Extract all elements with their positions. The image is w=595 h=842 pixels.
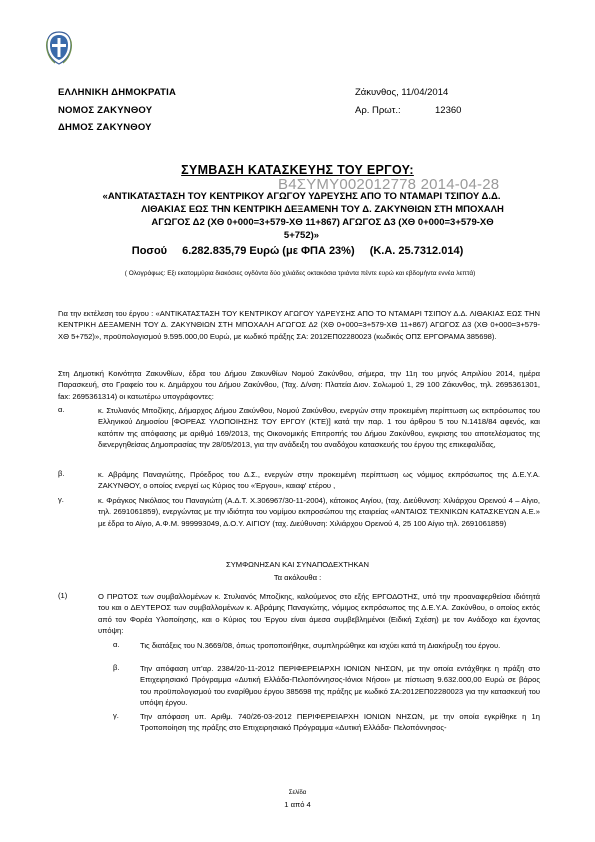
clause-sub-label: α. bbox=[113, 640, 120, 649]
party-text: κ. Φράγκος Νικόλαος του Παναγιώτη (Α.Δ.Τ. Χ.306967/30-11-2004), κάτοικος Αιγίου, (ταχ. Διεύθυνση: Χιλιάρχου Ορεινού 4 – Αίγιο, τηλ. 2691061859), ενεργώντας με την ιδιότητα του νομίμου εκπροσώπου της εταιρείας «ΑΝΤΑΙΟΣ ΤΕΧΝΙΚΩΝ ΚΑΤΑΣΚΕΥΩΝ Α.Ε.» με έδρα το Αίγιο, Α.Φ.Μ. 999993049, Δ.Ο.Υ. ΑΙΓΙΟΥ (ταχ. Διεύθυνση: Χιλιάρχου Ορεινού 4, 25 100 Αίγιο τηλ. 2691061859) bbox=[98, 496, 540, 528]
following-heading: Τα ακόλουθα : bbox=[273, 573, 322, 582]
date-protocol-block bbox=[355, 84, 462, 119]
issuer-line: ΕΛΛΗΝΙΚΗ ΔΗΜΟΚΡΑΤΙΑ bbox=[58, 87, 177, 98]
clause-sub-label: β. bbox=[113, 663, 120, 672]
clause-text: Ο ΠΡΩΤΟΣ των συμβαλλομένων κ. Στυλιανός Μποζίκης, καλούμενος στο εξής ΕΡΓΟΔΟΤΗΣ, υπό την προαναφερθείσα ιδιότητά του και ο ΔΕΥΤΕΡΟΣ των συμβαλλομένων κ. Αβράμης Παναγιώτης, νόμιμος εκπρόσωπος της Δ.Ε.Υ.Α. Ζακύνθου, ο οποίος εκτός από τον Φορέα Υλοποίησης, και ο Κύριος του Έργου είναι άμεσα συμβεβλημένοι (Ειδική Σχέση) με τον Ανάδοχο και έχοντας υπόψη: bbox=[98, 592, 540, 635]
party-label: β. bbox=[58, 469, 65, 478]
clause-sub-label: γ. bbox=[113, 711, 119, 720]
issuer-line: ΝΟΜΟΣ ΖΑΚΥΝΘΟΥ bbox=[58, 104, 153, 116]
party-text: κ. Αβράμης Παναγιώτης, Πρόεδρος του Δ.Σ., ενεργών στην προκειμένη περίπτωση ως νόμιμος εκπρόσωπος της Δ.Ε.Υ.Α. ΖΑΚΥΝΘΟΥ, ο οποίος ενεργεί ως Κύριος του «Έργου», καιαφ' ετέρου , bbox=[98, 470, 540, 491]
contract-amount bbox=[0, 245, 595, 257]
document-title: ΣΥΜΒΑΣΗ ΚΑΤΑΣΚΕΥΗΣ ΤΟΥ ΕΡΓΟΥ: bbox=[181, 163, 414, 177]
agreed-heading: ΣΥΜΦΩΝΗΣΑΝ ΚΑΙ ΣΥΝΑΠΟΔΕΧΤΗΚΑΝ bbox=[226, 560, 369, 569]
party-text: κ. Στυλιανός Μποζίκης, Δήμαρχος Δήμου Ζακύνθου, Νομού Ζακύνθου, ενεργών στην προκειμένη περίπτωση ως εκπρόσωπος του Ελληνικού Δημοσίου [ΦΟΡΕΑΣ ΥΛΟΠΟΙΗΣΗΣ ΤΟΥ ΕΡΓΟΥ (ΚΤΕ)] κατά την παρ. 1 του άρθρου 5 του Ν.1418/84 αφενός, και κατόπιν της απόφασης με αριθμό 169/2013, της Οικονομικής Επιτροπής του Δήμου Ζακύνθου, εγκρισης του αποτελέσματος της διενεργηθείσας Δημοπρασίας την 28/05/2013, για την ανάδειξη του αναδόχου κατασκευής του έργου της επικεφαλίδας, bbox=[98, 406, 540, 449]
page-number: 1 από 4 bbox=[284, 800, 311, 809]
amount-value: 6.282.835,79 Ευρώ (με ΦΠΑ 23%) bbox=[182, 245, 355, 257]
clause-sub-text: Την απόφαση υπ'αρ. 2384/20-11-2012 ΠΕΡΙΦΕΡΕΙΑΡΧΗ ΙΟΝΙΩΝ ΝΗΣΩΝ, με την οποία εντάχθηκε η πράξη στο Επιχειρησιακό Πρόγραμμα «Δυτική Ελλάδα-Πελοπόννησος-Ιόνιοι Νήσοι» με πίστωση 9.632.000,00 Ευρώ σε βάρος του προϋπολογισμού του εναρίθμου έργου 385698 της πράξης με κωδικό ΣΑ:2012ΕΠ02280023 για την κατασκευή του υπόψη έργου. bbox=[140, 664, 540, 707]
meeting-paragraph: Στη Δημοτική Κοινότητα Ζακυνθίων, έδρα του Δήμου Ζακυνθίων Νομού Ζακύνθου, σήμερα, την 11η του μηνός Απριλίου 2014, ημέρα Παρασκευή, στο Γραφείο του κ. Δημάρχου του Δήμου Ζακύνθου, (Ταχ. Δ/νση: Πλατεία Διον. Σολωμού 1, 29 100 Ζάκυνθος, τηλ. 2695361301, fax: 2695361314) οι κατωτέρω υπογράφοντες: bbox=[58, 369, 540, 401]
party-label: α. bbox=[58, 405, 65, 414]
footer-label: Σελίδα bbox=[288, 790, 307, 796]
protocol-number: 12360 bbox=[435, 104, 462, 116]
clause-sub-text: Την απόφαση υπ. Αριθμ. 740/26-03-2012 ΠΕΡΙΦΕΡΕΙΑΡΧΗ ΙΟΝΙΩΝ ΝΗΣΩΝ, με την οποία εγκρίθηκε η 1η Τροποποίηση της πράξης στο Επιχειρησιακό Πρόγραμμα «Δυτική Ελλάδα- Πελοπόννησος- bbox=[140, 712, 540, 733]
ada-watermark: Β4ΣΥΜΥ002012778 2014-04-28 bbox=[278, 176, 500, 193]
project-subject bbox=[64, 190, 539, 242]
subject-line: ΛΙΘΑΚΙΑΣ ΕΩΣ ΤΗΝ ΚΕΝΤΡΙΚΗ ΔΕΞΑΜΕΝΗ ΤΟΥ Δ. ΖΑΚΥΝΘΙΩΝ ΣΤΗ ΜΠΟΧΑΛΗ bbox=[141, 204, 504, 215]
amount-label: Ποσού bbox=[131, 245, 168, 257]
protocol-row bbox=[355, 102, 462, 120]
issuer-line: ΔΗΜΟΣ ΖΑΚΥΝΘΟΥ bbox=[58, 122, 152, 133]
protocol-label: Αρ. Πρωτ.: bbox=[355, 104, 401, 116]
amount-in-words: ( Ολογράφως: Εξι εκατομμύρια διακόσιες ογδόντα δύο χιλιάδες οκτακόσια τριάντα πέντε ευρώ και εβδομήντα εννέα λεπτά) bbox=[124, 270, 476, 277]
subject-line: «ΑΝΤΙΚΑΤΑΣΤΑΣΗ ΤΟΥ ΚΕΝΤΡΙΚΟΥ ΑΓΩΓΟΥ ΥΔΡΕΥΣΗΣ ΑΠΟ ΤΟ ΝΤΑΜΑΡΙ ΤΣΙΠΟΥ Δ.Δ. bbox=[102, 191, 501, 202]
clause-sub-text: Τις διατάξεις του Ν.3669/08, όπως τροποποιήθηκε, συμπληρώθηκε και ισχύει κατά τη Διακήρυξη του έργου. bbox=[140, 641, 501, 650]
place-date: Ζάκυνθος, 11/04/2014 bbox=[355, 87, 449, 98]
issuer-block bbox=[58, 84, 176, 137]
clause-label: (1) bbox=[58, 591, 68, 600]
greek-crest-icon bbox=[45, 29, 73, 66]
subject-line: 5+752)» bbox=[283, 230, 320, 241]
intro-paragraph: Για την εκτέλεση του έργου : «ΑΝΤΙΚΑΤΑΣΤΑΣΗ ΤΟΥ ΚΕΝΤΡΙΚΟΥ ΑΓΩΓΟΥ ΥΔΡΕΥΣΗΣ ΑΠΟ ΤΟ ΝΤΑΜΑΡΙ ΤΣΙΠΟΥ Δ.Δ. ΛΙΘΑΚΙΑΣ ΕΩΣ ΤΗΝ ΚΕΝΤΡΙΚΗ ΔΕΞΑΜΕΝΗ ΤΟΥ Δ. ΖΑΚΥΝΘΙΩΝ ΣΤΗ ΜΠΟΧΑΛΗ ΑΓΩΓΟΣ Δ2 (ΧΘ 0+000=3+579-ΧΘ 11+867) ΑΓΩΓΟΣ Δ3 (ΧΘ 0+000=3+579-ΧΘ 5+752)», προϋπολογισμού 9.595.000,00 Ευρώ, με κωδικό πράξης ΣΑ: 2012ΕΠ02280023 (κωδικός ΟΠΣ ΕΡΓΟΡΑΜΑ 385698). bbox=[58, 309, 540, 341]
subject-line: ΑΓΩΓΟΣ Δ2 (ΧΘ 0+000=3+579-ΧΘ 11+867) ΑΓΩΓΟΣ Δ3 (ΧΘ 0+000=3+579-ΧΘ bbox=[151, 217, 494, 228]
party-label: γ. bbox=[58, 495, 64, 504]
budget-code: (Κ.Α. 25.7312.014) bbox=[369, 245, 464, 257]
